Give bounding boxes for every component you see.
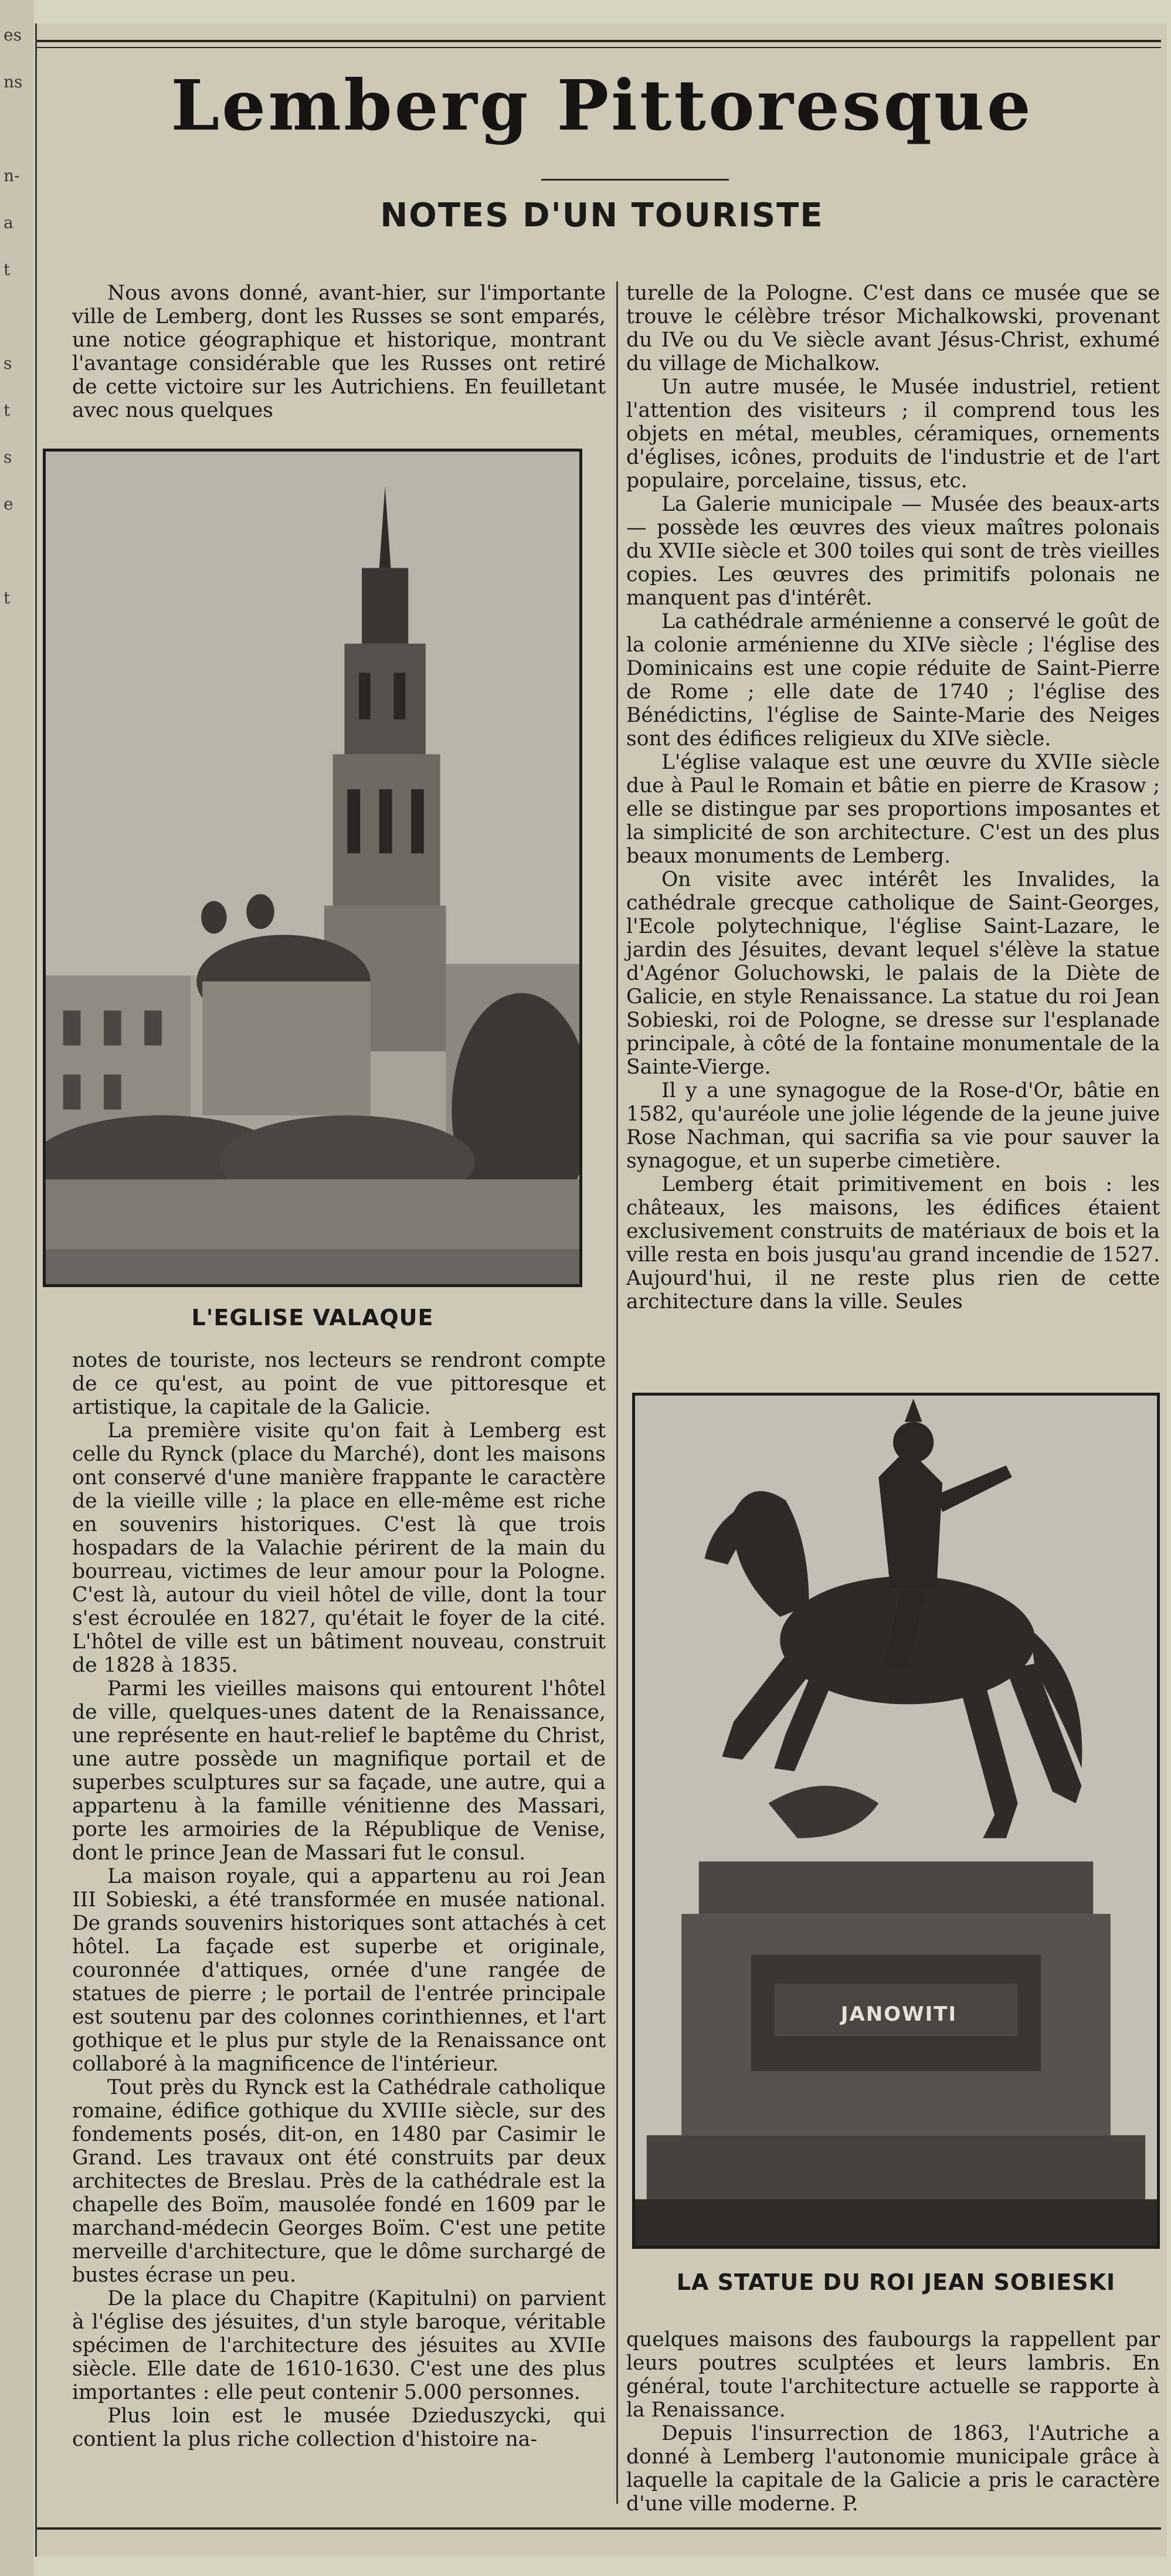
church-tower-icon: [46, 452, 579, 1284]
church-caption: L'EGLISE VALAQUE: [191, 1305, 434, 1331]
article-subtitle: NOTES D'UN TOURISTE: [380, 196, 824, 235]
paragraph: Tout près du Rynck est la Cathédrale catholique romaine, édifice gothique du XVIIIe siècle, sur des fondements posés, dit-on, en 1480 par Casimir le Grand. Les travaux ont été construits par deux architectes de Breslau. Près de la cathédrale est la chapelle des Boïm, mausolée fondé en 1609 par le marchand-médecin Georges Boïm. C'est une petite merveille d'architecture, que le dôme surchargé de bustes écrase un peu.: [72, 2076, 606, 2287]
paragraph: turelle de la Pologne. C'est dans ce musée que se trouve le célèbre trésor Michalkowski, provenant du IVe ou du Ve siècle avant Jésus-Christ, exhumé du village de Michalkow.: [626, 281, 1160, 375]
paragraph: Depuis l'insurrection de 1863, l'Autriche a donné à Lemberg l'autonomie municipale grâce à laquelle la capitale de la Galicie a pris le caractère d'une ville moderne. P.: [626, 2422, 1160, 2516]
right-column-text: [626, 281, 1160, 1314]
column-rule: [616, 281, 618, 2504]
church-photo: [43, 449, 582, 1287]
adjacent-column-edge: [0, 0, 34, 2576]
paragraph: notes de touriste, nos lecteurs se rendront compte de ce qu'est, au point de vue pittoresque et artistique, la capitale de la Galicie.: [72, 1349, 606, 1419]
newspaper-page: [35, 23, 1167, 2557]
paragraph: Plus loin est le musée Dzieduszycki, qui contient la plus riche collection d'histoire na-: [72, 2404, 606, 2451]
intro-text: [72, 281, 606, 422]
adjacent-column-fragments: es ns n- a t s t s e t: [4, 25, 23, 607]
bottom-rule: [37, 2527, 1161, 2530]
statue-caption: LA STATUE DU ROI JEAN SOBIESKI: [676, 2269, 1116, 2295]
paragraph: La première visite qu'on fait à Lemberg est celle du Rynck (place du Marché), dont les maisons ont conservé d'une manière frappante le caractère de la vieille ville ; la place en elle-même est riche en souvenirs historiques. C'est là que trois hospadars de la Valachie périrent de la main du bourreau, victimes de leur amour pour la Pologne. C'est là, autour du vieil hôtel de ville, dont la tour s'est écroulée en 1827, qu'était le foyer de la cité. L'hôtel de ville est un bâtiment nouveau, construit de 1828 à 1835.: [72, 1419, 606, 1677]
paragraph: Un autre musée, le Musée industriel, retient l'attention des visiteurs ; il comprend tous les objets en métal, meubles, céramiques, ornements d'églises, icônes, produits de l'industrie et de l'art populaire, porcelaine, tissus, etc.: [626, 375, 1160, 493]
paragraph: quelques maisons des faubourgs la rappellent par leurs poutres sculptées et leurs lambris. En général, toute l'architecture actuelle se rapporte à la Renaissance.: [626, 2328, 1160, 2422]
paragraph: La Galerie municipale — Musée des beaux-arts — possède les œuvres des vieux maîtres polonais du XVIIe siècle et 300 toiles qui sont de très vieilles copies. Les œuvres des primitifs polonais ne manquent pas d'intérêt.: [626, 493, 1160, 610]
equestrian-statue-icon: [635, 1396, 1157, 2246]
paragraph: La cathédrale arménienne a conservé le goût de la colonie arménienne du XIVe siècle ; l'église des Dominicains est une copie réduite de Saint-Pierre de Rome ; elle date de 1740 ; l'église des Bénédictins, l'église de Sainte-Marie des Neiges sont des édifices religieux du XIVe siècle.: [626, 610, 1160, 751]
intro-paragraph: Nous avons donné, avant-hier, sur l'importante ville de Lemberg, dont les Russes se sont emparés, une notice géographique et historique, montrant l'avantage considérable que les Russes ont retiré de cette victoire sur les Autrichiens. En feuilletant avec nous quelques: [72, 281, 606, 422]
paragraph: Il y a une synagogue de la Rose-d'Or, bâtie en 1582, qu'auréole une jolie légende de la jeune juive Rose Nachman, qui sacrifia sa vie pour sauver la synagogue, et un superbe cimetière.: [626, 1079, 1160, 1173]
right-column-text-lower: [626, 2328, 1160, 2516]
paragraph: Lemberg était primitivement en bois : les châteaux, les maisons, les édifices étaient exclusivement construits de matériaux de bois et la ville resta en bois jusqu'au grand incendie de 1527. Aujourd'hui, il ne reste plus rien de cette architecture dans la ville. Seules: [626, 1173, 1160, 1314]
paragraph: La maison royale, qui a appartenu au roi Jean III Sobieski, a été transformée en musée national. De grands souvenirs historiques sont attachés à cet hôtel. La façade est superbe et originale, couronnée d'attiques, ornée d'une rangée de statues de pierre ; le portail de l'entrée principale est soutenu par des colonnes corinthiennes, et l'art gothique et le plus pur style de la Renaissance ont collaboré à la magnificence de l'intérieur.: [72, 1865, 606, 2076]
paragraph: Parmi les vieilles maisons qui entourent l'hôtel de ville, quelques-unes datent de la Renaissance, une représente en haut-relief le baptême du Christ, une autre possède un magnifique portail et de superbes sculptures sur sa façade, une autre, qui a appartenu à la famille vénitienne des Massari, porte les armoiries de la République de Venise, dont le prince Jean de Massari fut le consul.: [72, 1677, 606, 1865]
paragraph: De la place du Chapitre (Kapitulni) on parvient à l'église des jésuites, d'un style baroque, véritable spécimen de l'architecture des jésuites au XVIIe siècle. Elle date de 1610-1630. C'est une des plus importantes : elle peut contenir 5.000 personnes.: [72, 2287, 606, 2404]
left-column-text: [72, 1349, 606, 2451]
top-rule-thin: [37, 47, 1161, 48]
article-title: Lemberg Pittoresque: [171, 65, 1033, 146]
paragraph: On visite avec intérêt les Invalides, la cathédrale grecque catholique de Saint-Georges, l'Ecole polytechnique, l'église Saint-Lazare, le jardin des Jésuites, devant lequel s'élève la statue d'Agénor Goluchowski, le palais de la Diète de Galicie, en style Renaissance. La statue du roi Jean Sobieski, roi de Pologne, se dresse sur l'esplanade principale, à côté de la fontaine monumentale de la Sainte-Vierge.: [626, 868, 1160, 1079]
title-divider: [541, 179, 729, 181]
plinth-inscription: JANOWITI: [840, 2003, 958, 2026]
top-rule: [37, 40, 1161, 42]
paragraph: L'église valaque est une œuvre du XVIIe siècle due à Paul le Romain et bâtie en pierre de Krasow ; elle se distingue par ses proportions imposantes et la simplicité de son architecture. C'est un des plus beaux monuments de Lemberg.: [626, 751, 1160, 868]
statue-photo: [632, 1393, 1160, 2249]
